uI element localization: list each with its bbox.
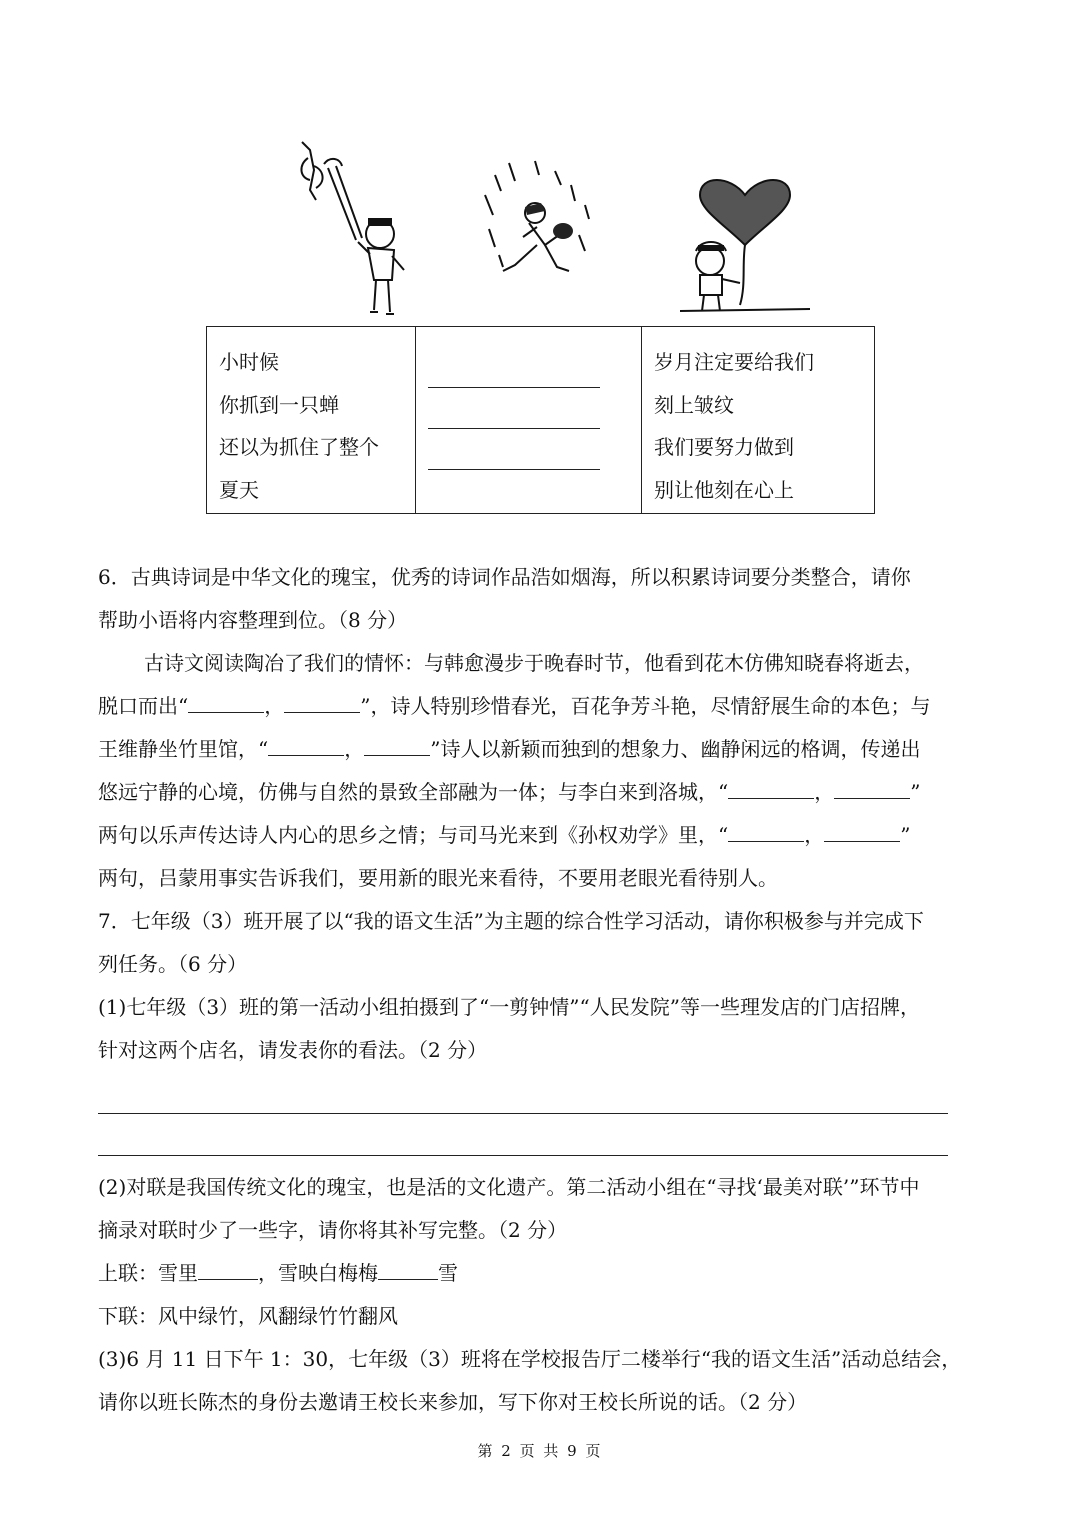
illustration-row	[280, 130, 820, 320]
q7-line: (3)6 月 11 日下午 1：30，七年级（3）班将在学校报告厅二楼举行“我的语文生活”活动总结会，	[98, 1347, 962, 1371]
girl-with-heart-balloon-illustration	[670, 155, 820, 315]
page-footer: 第 2 页 共 9 页	[477, 1442, 603, 1460]
text: 王维静坐竹里馆，“	[98, 737, 269, 761]
q7-line: 请你以班长陈杰的身份去邀请王校长来参加，写下你对王校长所说的话。（2 分）	[98, 1390, 808, 1414]
q7-line: 7．七年级（3）班开展了以“我的语文生活”为主题的综合性学习活动，请你积极参与并完成下	[98, 909, 924, 933]
poem-column-years	[642, 327, 875, 514]
text: ，	[264, 694, 285, 718]
poem-column-blank	[416, 327, 642, 514]
answer-line[interactable]	[98, 1072, 948, 1114]
q6-line	[98, 814, 983, 857]
poem-line: 小时候	[219, 350, 279, 374]
q6-line: 两句，吕蒙用事实告诉我们，要用新的眼光来看待，不要用老眼光看待别人。	[98, 866, 778, 890]
couplet-lower: 下联：风中绿竹，风翻绿竹竹翻风	[98, 1304, 398, 1328]
answer-blank-line[interactable]	[428, 388, 600, 429]
answer-line[interactable]	[98, 1114, 948, 1156]
fill-blank[interactable]	[728, 821, 804, 842]
text: ”诗人以新颖而独到的想象力、幽静闲远的格调，传递出	[430, 737, 921, 761]
q7-line: 针对这两个店名，请发表你的看法。（2 分）	[98, 1038, 488, 1062]
poem-line: 岁月注定要给我们	[654, 350, 814, 374]
running-boy-in-rain-illustration	[475, 155, 605, 295]
poem-line: 还以为抓住了整个	[219, 435, 379, 459]
poem-line: 你抓到一只蝉	[219, 392, 339, 417]
q6-line	[98, 685, 983, 728]
text: ”，诗人特别珍惜春光，百花争芳斗艳，尽情舒展生命的本色；与	[360, 694, 931, 718]
text: 脱口而出“	[98, 694, 189, 718]
text: ，	[804, 823, 825, 847]
answer-blank-line[interactable]	[428, 429, 600, 470]
poem-line: 别让他刻在心上	[654, 477, 794, 502]
q7-line: 摘录对联时少了一些字，请你将其补写完整。（2 分）	[98, 1218, 568, 1242]
poem-line: 夏天	[219, 477, 259, 502]
q6-line	[98, 728, 983, 771]
text: 上联：雪里	[98, 1261, 198, 1285]
poem-table	[206, 326, 875, 514]
couplet-upper	[98, 1252, 983, 1295]
q7-line: 列任务。（6 分）	[98, 952, 248, 976]
fill-blank[interactable]	[364, 735, 430, 756]
fill-blank[interactable]	[198, 1259, 258, 1280]
poem-line: 刻上皱纹	[654, 392, 734, 417]
fill-blank[interactable]	[824, 821, 900, 842]
text: ，	[814, 780, 835, 804]
boy-catching-cicada-illustration	[280, 130, 420, 320]
q6-line: 6．古典诗词是中华文化的瑰宝，优秀的诗词作品浩如烟海，所以积累诗词要分类整合，请你	[98, 565, 911, 589]
question-content	[98, 556, 983, 1424]
text: 雪	[438, 1261, 458, 1285]
text: ”	[910, 780, 921, 804]
fill-blank[interactable]	[728, 778, 814, 799]
text: ”	[900, 823, 911, 847]
answer-blank-line[interactable]	[428, 355, 600, 388]
q6-line: 帮助小语将内容整理到位。（8 分）	[98, 608, 408, 632]
poem-line: 我们要努力做到	[654, 435, 794, 459]
text: 两句以乐声传达诗人内心的思乡之情；与司马光来到《孙权劝学》里，“	[98, 823, 729, 847]
text: ，雪映白梅梅	[258, 1261, 378, 1285]
fill-blank[interactable]	[284, 692, 360, 713]
q7-line: (2)对联是我国传统文化的瑰宝，也是活的文化遗产。第二活动小组在“寻找‘最美对联’”环节中	[98, 1175, 920, 1199]
q6-line: 古诗文阅读陶冶了我们的情怀：与韩愈漫步于晚春时节，他看到花木仿佛知晓春将逝去，	[144, 651, 924, 675]
fill-blank[interactable]	[834, 778, 910, 799]
text: ，	[344, 737, 365, 761]
text: 悠远宁静的心境，仿佛与自然的景致全部融为一体；与李白来到洛城，“	[98, 780, 729, 804]
q6-line	[98, 771, 983, 814]
fill-blank[interactable]	[378, 1259, 438, 1280]
fill-blank[interactable]	[268, 735, 344, 756]
q7-line: (1)七年级（3）班的第一活动小组拍摄到了“一剪钟情”“人民发院”等一些理发店的门店招牌，	[98, 995, 920, 1019]
poem-column-childhood	[207, 327, 416, 514]
fill-blank[interactable]	[188, 692, 264, 713]
